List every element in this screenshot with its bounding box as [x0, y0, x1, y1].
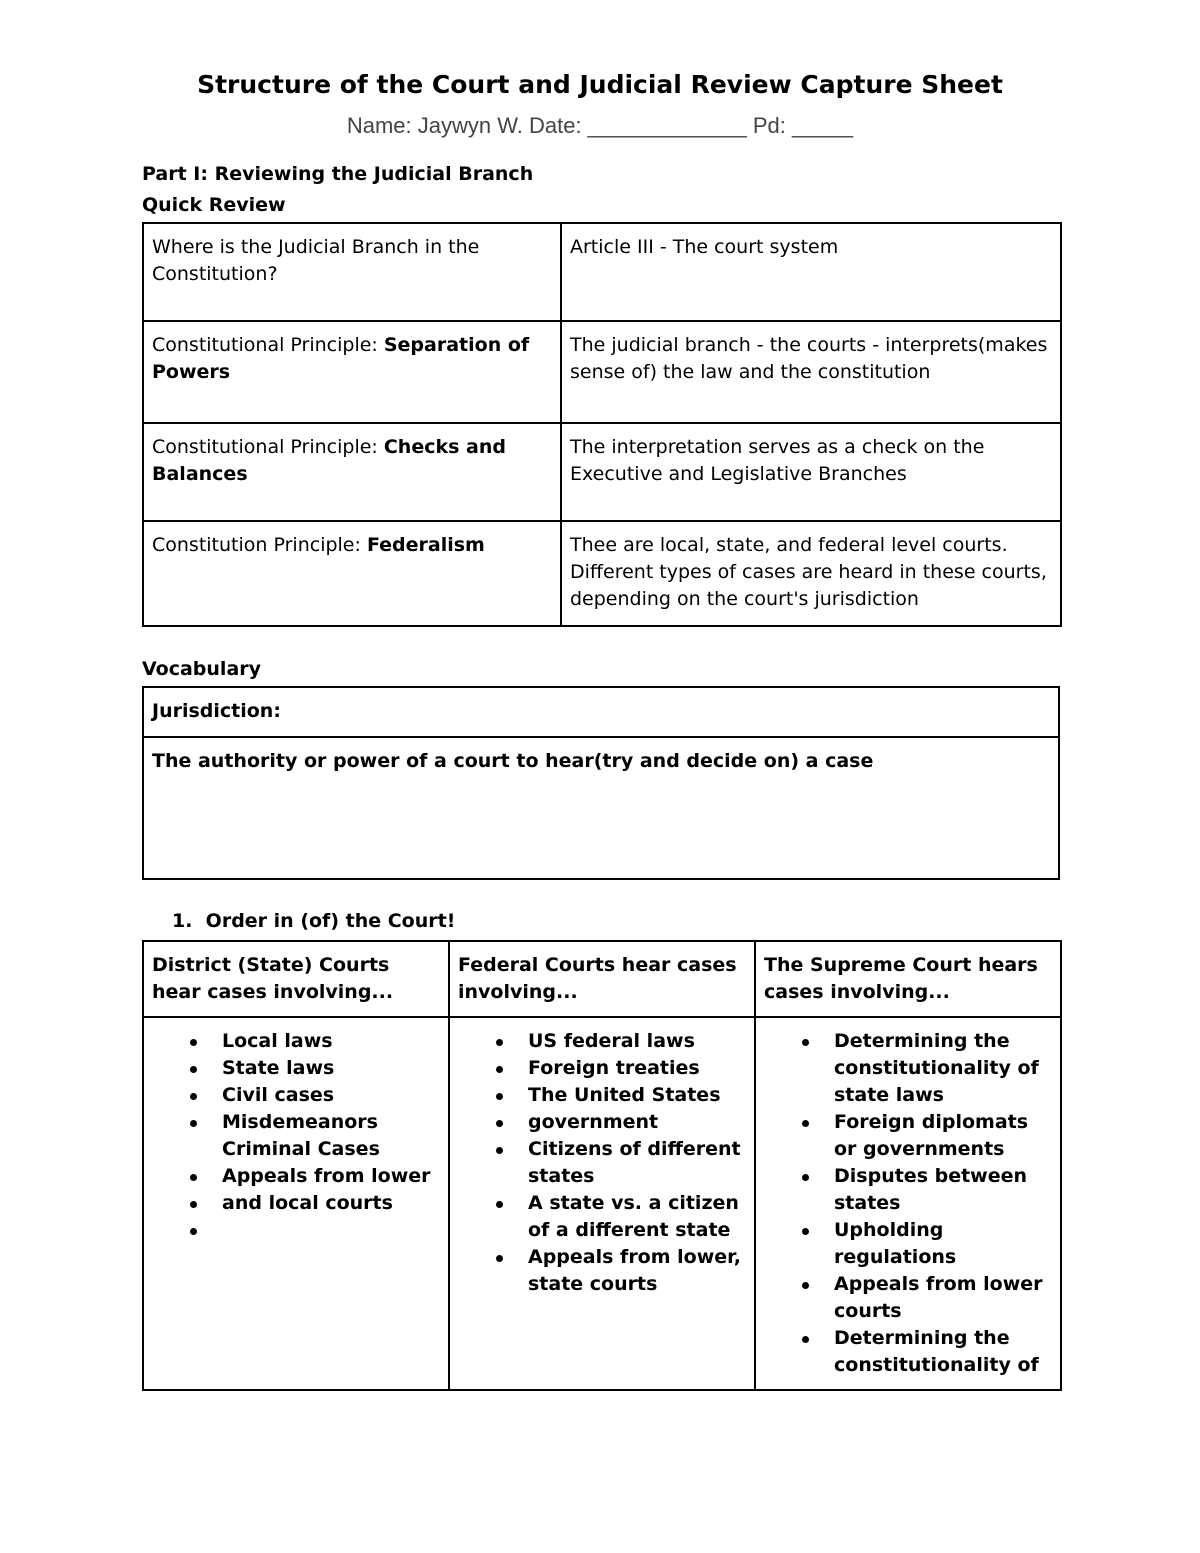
list-item: State laws — [222, 1055, 440, 1082]
answer-cell: The interpretation serves as a check on the Executive and Legislative Branches — [561, 423, 1061, 521]
table-row — [143, 687, 1059, 737]
principle-name: Federalism — [366, 534, 485, 556]
question-cell — [143, 423, 561, 521]
district-courts-list-cell — [143, 1017, 449, 1390]
list-item: US federal laws — [528, 1028, 746, 1055]
principle-name: Checks and Balances — [152, 436, 506, 485]
question-text: Constitutional Principle: — [152, 334, 384, 356]
list-item: Foreign diplomats or governments — [834, 1109, 1052, 1163]
list-item: Misdemeanors Criminal Cases — [222, 1109, 440, 1163]
answer-cell: Article III - The court system — [561, 223, 1061, 321]
list-item: Appeals from lower — [222, 1163, 440, 1190]
district-courts-header: District (State) Courts hear cases involving... — [143, 941, 449, 1017]
principle-name: Separation of Powers — [152, 334, 530, 383]
question-cell — [143, 223, 561, 321]
table-row — [143, 223, 1061, 321]
list-item: Disputes between states — [834, 1163, 1052, 1217]
list-item: The United States — [528, 1082, 746, 1109]
list-item: Local laws — [222, 1028, 440, 1055]
table-row — [143, 423, 1061, 521]
list-item: A state vs. a citizen of a different state — [528, 1190, 746, 1244]
federal-courts-header: Federal Courts hear cases involving... — [449, 941, 755, 1017]
district-courts-list — [152, 1028, 440, 1244]
list-item: Civil cases — [222, 1082, 440, 1109]
list-item: Citizens of different states — [528, 1136, 746, 1190]
supreme-court-list-cell — [755, 1017, 1061, 1390]
list-item: Appeals from lower, state courts — [528, 1244, 746, 1298]
table-row — [143, 321, 1061, 423]
vocabulary-table — [142, 686, 1060, 880]
supreme-court-list — [764, 1028, 1052, 1379]
list-item: Foreign treaties — [528, 1055, 746, 1082]
vocab-term: Jurisdiction: — [143, 687, 1059, 737]
name-date-period-line: Name: Jaywyn W. Date: _____________ Pd: _____ — [346, 113, 854, 138]
page-title: Structure of the Court and Judicial Review Capture Sheet — [197, 70, 1003, 99]
supreme-court-header: The Supreme Court hears cases involving... — [755, 941, 1061, 1017]
order-in-court-heading: 1. Order in (of) the Court! — [172, 910, 456, 932]
question-text: Where is the Judicial Branch in the Constitution? — [152, 236, 480, 285]
quick-review-heading: Quick Review — [142, 194, 286, 216]
question-text: Constitution Principle: — [152, 534, 367, 556]
table-row — [143, 737, 1059, 879]
table-row — [143, 1017, 1061, 1390]
list-item: Appeals from lower courts — [834, 1271, 1052, 1325]
list-item: Upholding regulations — [834, 1217, 1052, 1271]
question-cell — [143, 521, 561, 626]
answer-cell: Thee are local, state, and federal level courts. Different types of cases are heard in these courts, depending on the court's jurisdiction — [561, 521, 1061, 626]
question-cell — [143, 321, 561, 423]
list-item — [222, 1217, 440, 1244]
question-text: Constitutional Principle: — [152, 436, 384, 458]
vocab-definition: The authority or power of a court to hear(try and decide on) a case — [143, 737, 1059, 879]
vocabulary-heading: Vocabulary — [142, 658, 262, 680]
part1-heading: Part I: Reviewing the Judicial Branch — [142, 163, 534, 185]
quick-review-table — [142, 222, 1062, 627]
courts-table — [142, 940, 1062, 1391]
list-item: government — [528, 1109, 746, 1136]
federal-courts-list — [458, 1028, 746, 1298]
list-item: Determining the constitutionality of state laws — [834, 1028, 1052, 1109]
table-row — [143, 521, 1061, 626]
list-item: Determining the constitutionality of — [834, 1325, 1052, 1379]
federal-courts-list-cell — [449, 1017, 755, 1390]
table-row — [143, 941, 1061, 1017]
answer-cell: The judicial branch - the courts - interprets(makes sense of) the law and the constitution — [561, 321, 1061, 423]
list-item: and local courts — [222, 1190, 440, 1217]
